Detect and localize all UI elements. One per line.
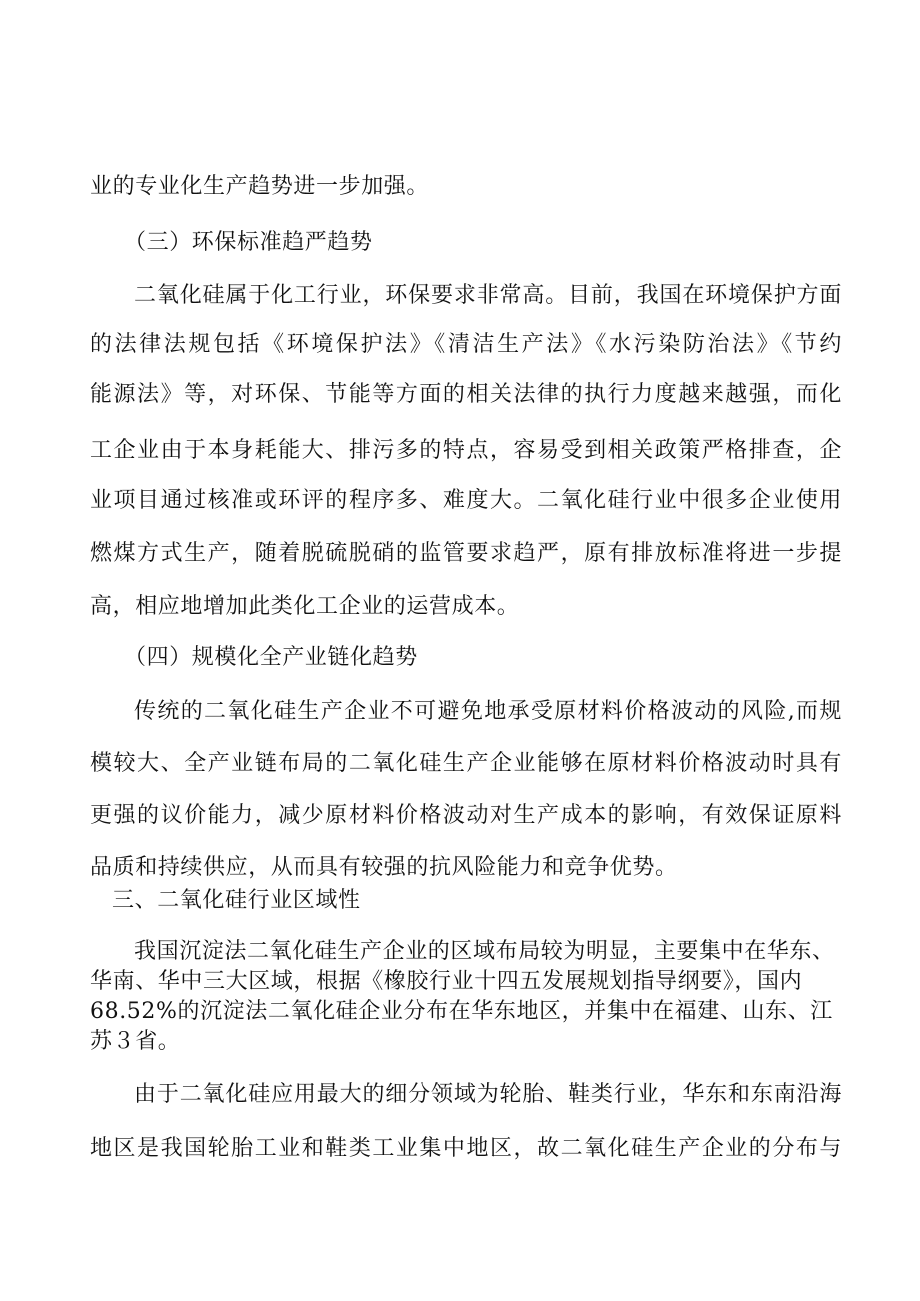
paragraph-line: 品质和持续供应，从而具有较强的抗风险能力和竞争优势。 [90,855,678,880]
paragraph-line: 业项目通过核准或环评的程序多、难度大。二氧化硅行业中很多企业使用 [90,488,842,513]
paragraph-line: 二氧化硅属于化工行业，环保要求非常高。目前，我国在环境保护方面 [134,283,842,308]
paragraph-line: 我国沉淀法二氧化硅生产企业的区域布局较为明显，主要集中在华东、 [134,939,835,964]
section-heading: （四）规模化全产业链化趋势 [124,645,418,670]
paragraph-line: 更强的议价能力，减少原材料价格波动对生产成本的影响，有效保证原料 [90,803,842,828]
paragraph-line: 68.52%的沉淀法二氧化硅企业分布在华东地区，并集中在福建、山东、江 [90,999,833,1024]
paragraph-line: 地区是我国轮胎工业和鞋类工业集中地区，故二氧化硅生产企业的分布与 [90,1136,842,1161]
paragraph-line: 传统的二氧化硅生产企业不可避免地承受原材料价格波动的风险,而规 [134,699,842,724]
paragraph-line: 能源法》等，对环保、节能等方面的相关法律的执行力度越来越强，而化 [90,382,842,407]
paragraph-line: 苏３省。 [90,1029,181,1054]
paragraph-line: 的法律法规包括《环境保护法》《清洁生产法》《水污染防治法》《节约 [90,332,842,357]
paragraph-line: 燃煤方式生产，随着脱硫脱硝的监管要求趋严，原有排放标准将进一步提 [90,541,842,566]
paragraph-line: 模较大、全产业链布局的二氧化硅生产企业能够在原材料价格波动时具有 [90,751,842,776]
paragraph-line: 华南、华中三大区域，根据《橡胶行业十四五发展规划指导纲要》，国内 [90,969,803,994]
paragraph-line: 由于二氧化硅应用最大的细分领域为轮胎、鞋类行业，华东和东南沿海 [134,1082,842,1107]
chapter-heading: 三、二氧化硅行业区域性 [112,888,361,913]
section-heading: （三）环保标准趋严趋势 [124,230,373,255]
paragraph-line: 高，相应地增加此类化工企业的运营成本。 [90,594,520,619]
paragraph-line: 业的专业化生产趋势进一步加强。 [90,174,430,199]
paragraph-line: 工企业由于本身耗能大、排污多的特点，容易受到相关政策严格排查，企 [90,438,842,463]
